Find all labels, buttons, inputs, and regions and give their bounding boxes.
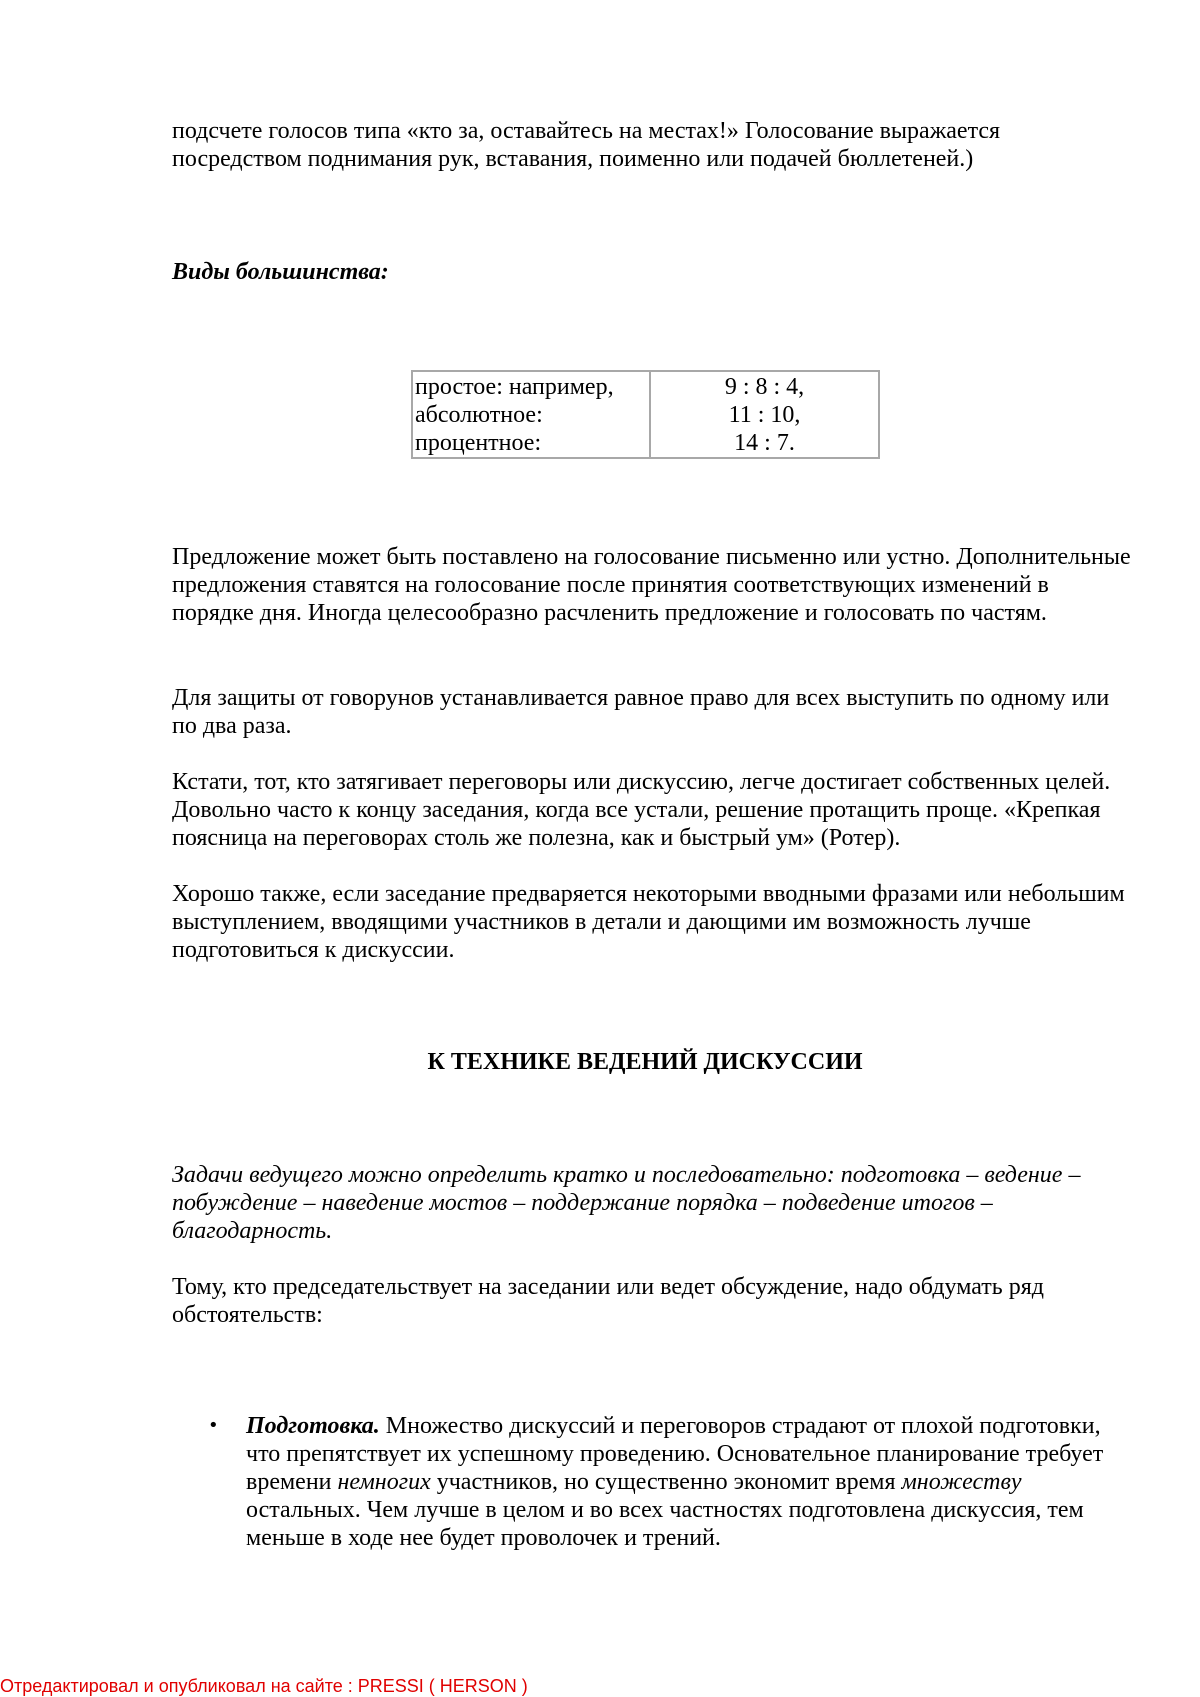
majority-ratio: 9 : 8 : 4, [724,374,805,400]
bullet-emphasis: немногих [337,1469,431,1495]
moderator-tasks-paragraph: Задачи ведущего можно определить кратко и последовательно: подготовка – ведение – побуждение – наведение мостов – поддержание порядка – подведение итогов – благодарность. [172,1162,1081,1244]
majority-kind: абсолютное: [415,402,543,428]
talkers-paragraph: Для защиты от говорунов устанавливается равное право для всех выступить по одному или по два раза. [172,685,1110,739]
intro-paragraph: подсчете голосов типа «кто за, оставайтесь на местах!» Голосование выражается посредством поднимания рук, вставания, поименно или подачей бюллетеней.) [172,118,1001,172]
majority-table [411,370,880,459]
majority-ratios-cell [650,371,879,458]
bullet-marker: • [208,1415,219,1436]
majority-ratio: 11 : 10, [728,402,801,428]
bullet-text: участников, но существенно экономит время [430,1469,902,1495]
bullet-text: остальных. Чем лучше в целом и во всех частностях подготовлена дискуссия, тем меньше в ходе нее будет проволочек и трений. [246,1497,1084,1551]
majority-kinds-cell [412,371,650,458]
table-row [412,371,879,458]
section-heading: К ТЕХНИКЕ ВЕДЕНИЙ ДИСКУССИИ [427,1049,863,1075]
majority-ratio: 14 : 7. [734,430,795,456]
list-item [172,1412,1132,1552]
bullet-emphasis: множеству [901,1469,1022,1495]
majority-kind: процентное: [415,430,542,456]
chair-paragraph: Тому, кто председательствует на заседании или ведет обсуждение, надо обдумать ряд обстоятельств: [172,1274,1044,1328]
publisher-footer: Отредактировал и опубликовал на сайте : PRESSI ( HERSON ) [0,1676,528,1696]
intro-phrases-paragraph: Хорошо также, если заседание предваряется некоторыми вводными фразами или небольшим выступлением, вводящими участников в детали и дающими им возможность лучше подготовиться к дискуссии. [172,881,1125,963]
bullet-text: Множество дискуссий и переговоров страдают от плохой подготовки, что препятствует их успешному проведению. Основательное планирование требует времени [246,1413,1104,1495]
delay-paragraph: Кстати, тот, кто затягивает переговоры или дискуссию, легче достигает собственных целей. Довольно часто к концу заседания, когда все устали, решение протащить проще. «Крепкая поясница на переговорах столь же полезна, как и быстрый ум» (Ротер). [172,769,1111,851]
bullet-term: Подготовка. [246,1413,380,1439]
majority-heading: Виды большинства: [172,259,389,285]
bullet-list [172,1412,1132,1552]
majority-kind: простое: например, [415,374,614,400]
proposal-paragraph: Предложение может быть поставлено на голосование письменно или устно. Дополнительные предложения ставятся на голосование после принятия соответствующих изменений в порядке дня. Иногда целесообразно расчленить предложение и голосовать по частям. [172,544,1131,626]
